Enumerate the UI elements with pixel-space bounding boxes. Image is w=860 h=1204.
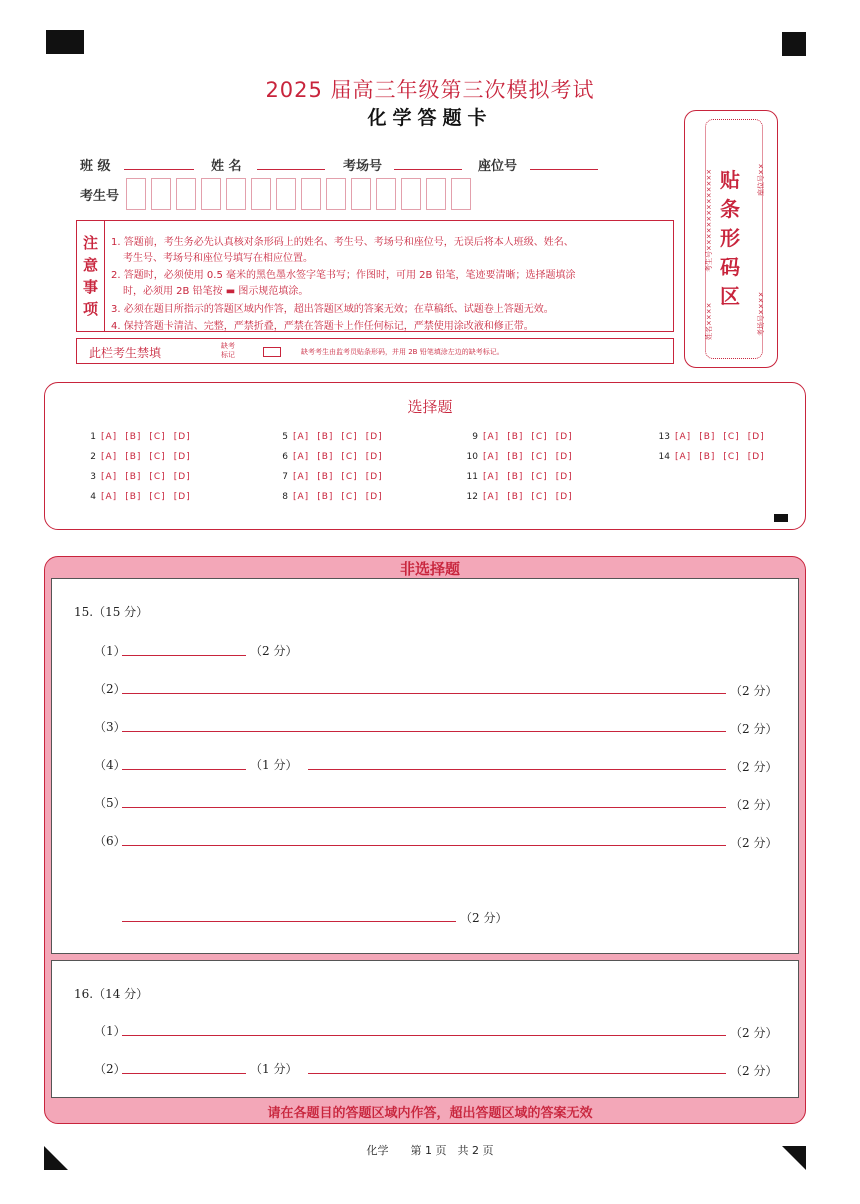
answer-box-q15[interactable]: [51, 578, 799, 954]
option-bubble[interactable]: [C]: [341, 492, 358, 502]
class-label: 班 级: [80, 159, 111, 174]
question-number: 6: [282, 452, 288, 462]
seat-field[interactable]: [530, 168, 598, 170]
exam-id-digit-box[interactable]: [226, 178, 246, 210]
option-bubble[interactable]: [C]: [531, 432, 548, 442]
choice-question-4: [84, 492, 199, 502]
name-field[interactable]: [257, 168, 325, 170]
score-label: （1 分）: [250, 758, 298, 772]
seat-label: 座位号: [478, 159, 518, 174]
choice-title: 选择题: [407, 398, 453, 416]
absent-instruction: 缺考考生由监考员贴条形码，并用 2B 铅笔填涂左边的缺考标记。: [301, 348, 504, 356]
score-label: （2 分）: [730, 798, 778, 812]
notice-line: 3. 必须在题目所指示的答题区域内作答，超出答题区域的答案无效；在草稿纸、试题卷上答题无效。: [111, 304, 554, 315]
option-bubble[interactable]: [B]: [507, 432, 524, 442]
option-bubble[interactable]: [D]: [365, 432, 383, 442]
notice-box: [76, 220, 674, 332]
choice-question-6: [276, 452, 391, 462]
exam-id-digit-box[interactable]: [251, 178, 271, 210]
option-bubble[interactable]: [C]: [531, 472, 548, 482]
option-bubble[interactable]: [A]: [101, 432, 118, 442]
choice-question-1: [84, 432, 199, 442]
exam-id-digit-box[interactable]: [126, 178, 146, 210]
option-bubble[interactable]: [B]: [507, 492, 524, 502]
notice-line: 时，必须用 2B 铅笔按 ▬ 图示规范填涂。: [123, 286, 309, 297]
question-number: 9: [472, 432, 478, 442]
class-field[interactable]: [124, 168, 194, 170]
absent-mark-label: 缺考 标记: [221, 342, 235, 359]
answer-line[interactable]: [122, 768, 246, 770]
exam-id-digit-box[interactable]: [401, 178, 421, 210]
option-bubble[interactable]: [C]: [723, 452, 740, 462]
barcode-side-text: 座位号××: [757, 163, 765, 196]
option-bubble[interactable]: [A]: [483, 492, 500, 502]
barcode-label: 贴 条 形 码 区: [720, 168, 740, 308]
option-bubble[interactable]: [D]: [555, 472, 573, 482]
q15-part-label: （4）: [94, 758, 126, 772]
exam-id-digit-box[interactable]: [351, 178, 371, 210]
question-number: 12: [466, 492, 478, 502]
choice-question-3: [84, 472, 199, 482]
q15-part-label: （5）: [94, 796, 126, 810]
name-label: 姓 名: [211, 159, 242, 174]
answer-area-warning: 请在各题目的答题区域内作答，超出答题区域的答案无效: [267, 1106, 593, 1121]
question-number: 7: [282, 472, 288, 482]
nonchoice-title: 非选择题: [399, 560, 460, 578]
exam-id-digit-box[interactable]: [376, 178, 396, 210]
score-label: （2 分）: [730, 1064, 778, 1078]
barcode-side-text: 考场号××××: [757, 291, 765, 336]
option-bubble[interactable]: [A]: [101, 492, 118, 502]
option-bubble[interactable]: [B]: [317, 452, 334, 462]
option-bubble[interactable]: [D]: [747, 452, 765, 462]
exam-id-digit-box[interactable]: [301, 178, 321, 210]
score-label: （2 分）: [730, 684, 778, 698]
room-label: 考场号: [343, 159, 383, 174]
option-bubble[interactable]: [A]: [101, 472, 118, 482]
q16-part-label: （2）: [94, 1062, 126, 1076]
choice-question-12: [466, 492, 581, 502]
answer-line[interactable]: [122, 692, 726, 694]
answer-line[interactable]: [122, 1034, 726, 1036]
option-bubble[interactable]: [B]: [317, 472, 334, 482]
notice-line: 1. 答题前，考生务必先认真核对条形码上的姓名、考生号、考场号和座位号，无误后将本人班级、姓名、: [111, 237, 574, 248]
choice-question-14: [658, 452, 773, 462]
option-bubble[interactable]: [A]: [675, 432, 692, 442]
page-title: 2025 届高三年级第三次模拟考试: [265, 78, 595, 102]
option-bubble[interactable]: [C]: [149, 452, 166, 462]
answer-line[interactable]: [308, 768, 726, 770]
score-label: （2 分）: [730, 1026, 778, 1040]
option-bubble[interactable]: [C]: [149, 492, 166, 502]
corner-mark-top-left: [46, 30, 84, 54]
option-bubble[interactable]: [D]: [173, 472, 191, 482]
choice-question-7: [276, 472, 391, 482]
option-bubble[interactable]: [C]: [723, 432, 740, 442]
answer-line[interactable]: [122, 806, 726, 808]
page-subtitle: 化学答题卡: [367, 107, 493, 129]
exam-id-digit-box[interactable]: [426, 178, 446, 210]
option-bubble[interactable]: [B]: [317, 492, 334, 502]
option-bubble[interactable]: [A]: [293, 452, 310, 462]
question-number: 10: [466, 452, 478, 462]
score-label: （2 分）: [730, 836, 778, 850]
exam-id-digit-box[interactable]: [276, 178, 296, 210]
choice-question-2: [84, 452, 199, 462]
q15-part-label: （6）: [94, 834, 126, 848]
option-bubble[interactable]: [B]: [699, 452, 716, 462]
option-bubble[interactable]: [B]: [125, 432, 142, 442]
q16-part-label: （1）: [94, 1024, 126, 1038]
choice-question-13: [658, 432, 773, 442]
question-number: 4: [90, 492, 96, 502]
option-bubble[interactable]: [A]: [293, 432, 310, 442]
option-bubble[interactable]: [D]: [555, 492, 573, 502]
score-label: （1 分）: [250, 1062, 298, 1076]
exam-id-digit-box[interactable]: [151, 178, 171, 210]
corner-mark-top-right: [782, 32, 806, 56]
option-bubble[interactable]: [C]: [531, 452, 548, 462]
q15-part-label: （2）: [94, 682, 126, 696]
question-number: 11: [466, 472, 478, 482]
exam-id-digit-box[interactable]: [326, 178, 346, 210]
option-bubble[interactable]: [A]: [293, 492, 310, 502]
q16-heading: 16.（14 分）: [74, 987, 149, 1001]
score-label: （2 分）: [730, 722, 778, 736]
exam-id-label: 考生号: [80, 189, 120, 204]
question-number: 2: [90, 452, 96, 462]
option-bubble[interactable]: [A]: [101, 452, 118, 462]
q15-part-label: （1）: [94, 644, 126, 658]
answer-line[interactable]: [122, 1072, 246, 1074]
notice-heading: 注 意 事 项: [77, 221, 105, 331]
option-bubble[interactable]: [C]: [341, 432, 358, 442]
option-bubble[interactable]: [D]: [173, 452, 191, 462]
notice-line: 考生号、考场号和座位号填写在相应位置。: [123, 253, 313, 264]
option-bubble[interactable]: [B]: [125, 472, 142, 482]
exam-id-digit-box[interactable]: [201, 178, 221, 210]
option-bubble[interactable]: [C]: [341, 452, 358, 462]
option-bubble[interactable]: [D]: [747, 432, 765, 442]
score-label: （2 分）: [730, 760, 778, 774]
absent-row: [76, 338, 674, 364]
answer-line[interactable]: [122, 654, 246, 656]
question-number: 8: [282, 492, 288, 502]
choice-question-9: [466, 432, 581, 442]
option-bubble[interactable]: [A]: [483, 452, 500, 462]
answer-box-q16[interactable]: [51, 960, 799, 1098]
option-bubble[interactable]: [C]: [531, 492, 548, 502]
option-bubble[interactable]: [A]: [293, 472, 310, 482]
choice-question-10: [466, 452, 581, 462]
option-bubble[interactable]: [A]: [483, 472, 500, 482]
score-label: （2 分）: [250, 644, 298, 658]
option-bubble[interactable]: [B]: [317, 432, 334, 442]
option-bubble[interactable]: [A]: [675, 452, 692, 462]
option-bubble[interactable]: [D]: [173, 432, 191, 442]
score-label: （2 分）: [460, 911, 508, 925]
page-footer: 化学 第 1 页 共 2 页: [366, 1144, 494, 1157]
notice-line: 4. 保持答题卡清洁、完整，严禁折叠，严禁在答题卡上作任何标记，严禁使用涂改液和修正带。: [111, 321, 534, 332]
answer-line[interactable]: [122, 844, 726, 846]
answer-line[interactable]: [308, 1072, 726, 1074]
option-bubble[interactable]: [C]: [149, 472, 166, 482]
option-bubble[interactable]: [C]: [149, 432, 166, 442]
question-number: 1: [90, 432, 96, 442]
option-bubble[interactable]: [B]: [125, 452, 142, 462]
option-bubble[interactable]: [C]: [341, 472, 358, 482]
option-bubble[interactable]: [D]: [365, 492, 383, 502]
choice-question-11: [466, 472, 581, 482]
option-bubble[interactable]: [D]: [555, 452, 573, 462]
choice-question-8: [276, 492, 391, 502]
absent-mark-box[interactable]: [263, 347, 281, 357]
choice-question-5: [276, 432, 391, 442]
option-bubble[interactable]: [D]: [365, 472, 383, 482]
option-bubble[interactable]: [A]: [483, 432, 500, 442]
question-number: 3: [90, 472, 96, 482]
option-bubble[interactable]: [B]: [507, 472, 524, 482]
option-bubble[interactable]: [D]: [555, 432, 573, 442]
question-number: 14: [658, 452, 670, 462]
q15-heading: 15.（15 分）: [74, 605, 149, 619]
option-bubble[interactable]: [D]: [173, 492, 191, 502]
option-bubble[interactable]: [B]: [507, 452, 524, 462]
barcode-side-text: 姓名××××: [705, 302, 713, 340]
question-number: 13: [658, 432, 670, 442]
answer-line[interactable]: [122, 730, 726, 732]
notice-line: 2. 答题时，必须使用 0.5 毫米的黑色墨水签字笔书写；作图时，可用 2B 铅笔，笔迹要清晰；选择题填涂: [111, 270, 576, 281]
option-bubble[interactable]: [B]: [699, 432, 716, 442]
question-number: 5: [282, 432, 288, 442]
room-field[interactable]: [394, 168, 462, 170]
option-bubble[interactable]: [B]: [125, 492, 142, 502]
timing-mark: [774, 514, 788, 522]
q15-part-label: （3）: [94, 720, 126, 734]
exam-id-digit-box[interactable]: [451, 178, 471, 210]
absent-label: 此栏考生禁填: [89, 346, 162, 360]
option-bubble[interactable]: [D]: [365, 452, 383, 462]
barcode-side-text: 考生号××××××××××××××: [705, 168, 713, 272]
answer-line[interactable]: [122, 920, 456, 922]
exam-id-digit-box[interactable]: [176, 178, 196, 210]
